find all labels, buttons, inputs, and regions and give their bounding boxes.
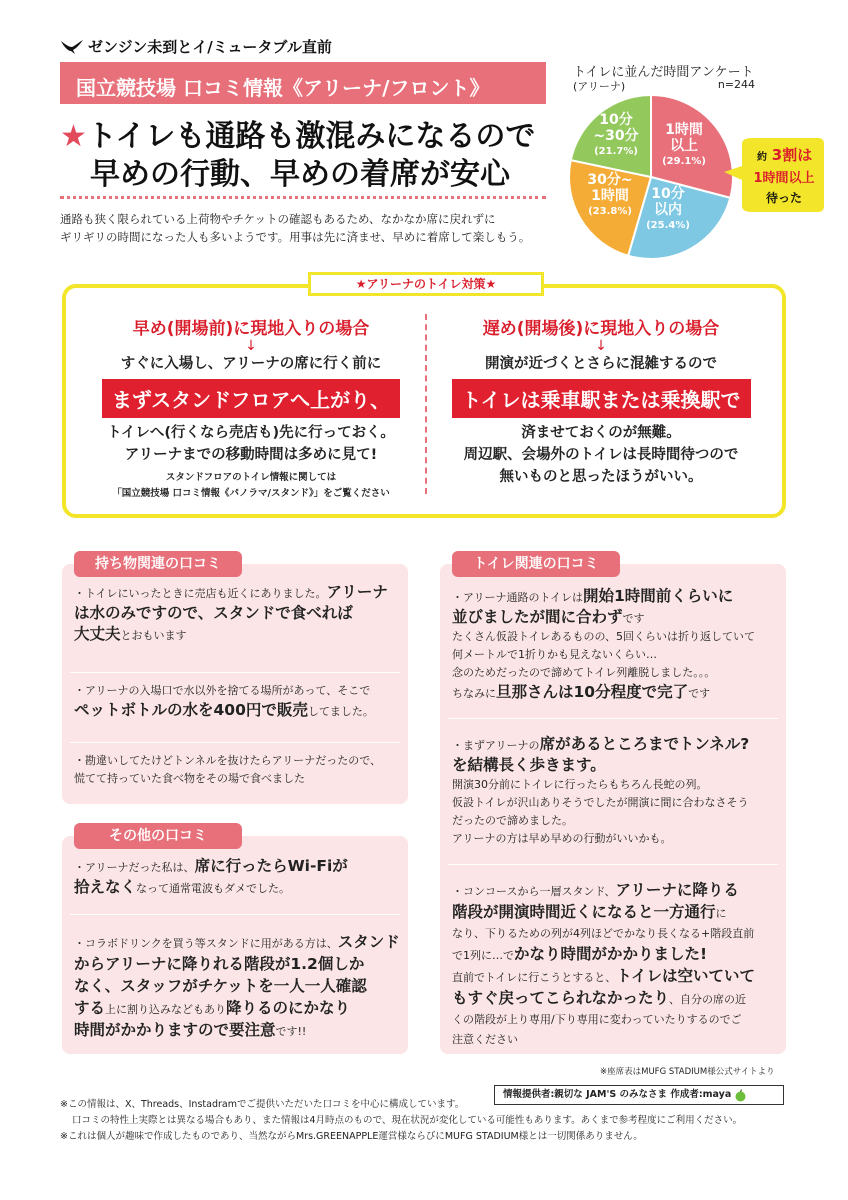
slice-label-3b: 1時間 [591, 188, 629, 204]
review-text: 慌てて持っていた食べ物をその場で食べました [74, 772, 305, 785]
late-line-2: 済ませておくのが無難。 [521, 425, 681, 441]
toilet-review-2 [452, 734, 782, 848]
review-text: 上に割り込みなどもあり [105, 1003, 227, 1016]
review-text: ちなみに [452, 687, 496, 700]
review-highlight: 時間がかかりますので要注意 [74, 1021, 276, 1039]
page-title: 国立競技場 口コミ情報《アリーナ/フロント》 [60, 62, 546, 104]
review-text: です!! [275, 1025, 307, 1038]
review-text: で1列に…で [452, 949, 514, 962]
slice-label-2b: 以内 [654, 202, 682, 218]
review-divider [70, 742, 400, 743]
belongings-review-1 [74, 582, 400, 645]
slice-pct-1: (29.1%) [662, 156, 706, 167]
review-text: です [622, 612, 645, 625]
early-line-1: すぐに入場し、アリーナの席に行く前に [120, 356, 382, 372]
review-highlight: 席があるところまでトンネル? [539, 735, 750, 753]
review-text: ・勘違いしてたけどトンネルを抜けたらアリーナだったので、 [74, 754, 382, 767]
survey-area: (アリーナ) [573, 80, 626, 93]
review-highlight: トイレは空いていて [616, 967, 755, 985]
late-line-1: 開演が近づくとさらに混雑するので [485, 356, 717, 372]
review-text: とおもいます [120, 629, 187, 642]
review-text: ・アリーナ通路のトイレは [452, 591, 584, 604]
slice-label-3: 30分~ [587, 172, 633, 188]
review-highlight: 拾えなく [74, 878, 137, 896]
review-divider [448, 864, 778, 865]
survey-title: トイレに並んだ時間アンケート [573, 65, 754, 80]
callout-ratio: 3割は [771, 146, 813, 164]
review-text: ・アリーナの入場口で水以外を捨てる場所があって、そこで [74, 684, 371, 697]
review-divider [448, 718, 778, 719]
provider-text: 情報提供者:親切な JAM'S のみなさま 作成者:maya [503, 1089, 732, 1100]
early-heading: 早め(開場前)に現地入りの場合 [132, 319, 370, 339]
review-highlight: アリーナに降りる [615, 881, 739, 899]
review-highlight: 階段が開演時間近くになると一方通行 [452, 903, 716, 921]
late-heading: 遅め(開場後)に現地入りの場合 [482, 319, 720, 339]
review-highlight: 大丈夫 [74, 625, 121, 643]
review-highlight: 開始1時間前くらいに [583, 587, 734, 605]
intro-text [60, 210, 560, 246]
review-text: アリーナの方は早め早めの行動がいいかも。 [452, 832, 672, 845]
survey-pie-chart [566, 92, 736, 262]
toilet-title: トイレ関連の口コミ [452, 551, 620, 577]
early-highlight: まずスタンドフロアへ上がり、 [102, 379, 400, 418]
review-text: 何メートルで1折りかも見えないくらい… [452, 648, 657, 661]
review-text: 念のためだったので諦めてトイレ列離脱しました。。。 [452, 666, 716, 679]
slice-label-2: 10分 [651, 186, 685, 202]
belongings-review-2 [74, 682, 404, 721]
review-highlight: 席に行ったらWi-Fiが [194, 857, 348, 875]
survey-count: n=244 [717, 78, 755, 91]
review-highlight: アリーナ [326, 583, 388, 601]
review-text: ・まずアリーナの [452, 739, 540, 752]
review-highlight: 旦那さんは10分程度で完了 [496, 683, 689, 701]
late-line-3: 周辺駅、会場外のトイレは長時間待つので [463, 447, 739, 463]
early-note-2: 「国立競技場 口コミ情報《パノラマ/スタンド》」をご覧ください [112, 488, 390, 499]
review-text: ・トイレにいったときに売店も近くにありました。 [74, 587, 327, 600]
intro-line-2: ギリギリの時間になった人も多いようです。用事は先に済ませ、早めに着席して楽しもう。 [60, 230, 531, 244]
callout-suffix: 待った [765, 191, 803, 205]
late-line-4: 無いものと思ったほうがいい。 [499, 469, 703, 485]
review-highlight: なく、スタッフがチケットを一人一人確認 [74, 977, 367, 995]
star-icon: ★ [60, 119, 87, 154]
review-highlight: を結構長く歩きます。 [452, 756, 606, 774]
down-arrow-icon: ↓ [595, 338, 607, 354]
early-line-3: アリーナまでの移動時間は多めに見て! [124, 447, 378, 463]
series-text: ゼンジン未到とイ/ミュータブル直前 [88, 38, 332, 56]
source-note: ※座席表はMUFG STADIUM様公式サイトより [600, 1067, 775, 1077]
review-text: くの階段が上り専用/下り専用に変わっていたりするのでご [452, 1013, 742, 1026]
review-highlight: スタンド [337, 933, 400, 951]
review-highlight: ペットボトルの水を400円で販売 [74, 701, 308, 719]
slice-label-4: 10分 [599, 112, 633, 128]
headline [60, 118, 535, 194]
early-arrival-column [86, 314, 416, 502]
footer-note-1: ※この情報は、X、Threads、Instadramでご提供いただいた口コミを中心に構成しています。 [60, 1099, 465, 1110]
early-note-1: スタンドフロアのトイレ情報に関しては [165, 472, 337, 483]
review-divider [70, 914, 400, 915]
early-line-2: トイレへ(行くなら売店も)先に行っておく。 [107, 425, 395, 441]
other-review-2 [74, 932, 404, 1042]
review-divider [70, 672, 400, 673]
headline-line-2: 早めの行動、早めの着席が安心 [90, 157, 510, 192]
survey-callout [722, 136, 826, 214]
review-text: ・コンコースから一層スタンド、 [452, 885, 616, 898]
review-highlight: もすぐ戻ってこられなかったり [452, 989, 670, 1007]
provider-credit [494, 1085, 784, 1105]
review-text: 注意ください [452, 1033, 518, 1046]
intro-line-1: 通路も狭く限られている上荷物やチケットの確認もあるため、なかなか席に戻れずに [60, 212, 496, 226]
slice-pct-2: (25.4%) [646, 220, 690, 231]
belongings-review-3 [74, 752, 404, 788]
review-highlight: は水のみですので、スタンドで食べれば [74, 604, 353, 622]
late-arrival-column [436, 314, 766, 488]
dotted-divider [60, 196, 546, 199]
green-apple-icon [734, 1089, 747, 1102]
footer-note-2: 口コミの特性上実際とは異なる場合もあり、また情報は4月時点のもので、現在状況が変化している可能性もあります。あくまで参考程度にご利用ください。 [72, 1115, 743, 1126]
swallow-icon [60, 39, 84, 55]
footer-note-3: ※これは個人が趣味で作成したものであり、当然ながらMrs.GREENAPPLE運営様ならびにMUFG STADIUM様とは一切関係ありません。 [60, 1131, 643, 1142]
series-title [60, 36, 332, 57]
slice-label-1b: 以上 [670, 138, 698, 154]
down-arrow-icon: ↓ [245, 338, 257, 354]
review-text: 、自分の席の近 [669, 993, 747, 1006]
review-text: 直前でトイレに行こうとすると、 [452, 971, 617, 984]
strategy-tag: ★アリーナのトイレ対策★ [308, 272, 544, 296]
toilet-review-1 [452, 586, 782, 703]
slice-label-1: 1時間 [665, 122, 703, 138]
belongings-title: 持ち物関連の口コミ [74, 551, 242, 577]
headline-line-1: トイレも通路も激混みになるので [86, 119, 536, 154]
review-text: ・コラボドリンクを買う等スタンドに用がある方は、 [74, 937, 338, 950]
callout-duration: 1時間以上 [753, 171, 815, 186]
callout-prefix: 約 [757, 152, 767, 163]
column-divider [425, 314, 427, 494]
other-review-1 [74, 856, 404, 898]
review-text: なり、下りるための列が4列ほどでかなり長くなる+階段直前 [452, 927, 755, 940]
review-text: ・アリーナだった私は、 [74, 861, 195, 874]
review-text: たくさん仮設トイレあるものの、5回くらいは折り返していて [452, 630, 756, 643]
slice-pct-4: (21.7%) [594, 146, 638, 157]
review-text: 開演30分前にトイレに行ったらもちろん長蛇の列。 [452, 778, 708, 791]
review-text: です [688, 687, 711, 700]
late-highlight: トイレは乗車駅または乗換駅で [452, 379, 751, 418]
review-highlight: からアリーナに降りれる階段が1.2個しか [74, 955, 365, 973]
review-highlight: 降りるのにかなり [226, 999, 351, 1017]
other-title: その他の口コミ [74, 823, 242, 849]
slice-pct-3: (23.8%) [588, 206, 632, 217]
review-text: 仮設トイレが沢山ありそうでしたが開演に間に合わなさそう [452, 796, 749, 809]
review-highlight: 並びましたが間に合わず [452, 608, 623, 626]
review-text: に [715, 907, 727, 920]
review-highlight: する [74, 999, 106, 1017]
slice-label-4b: ~30分 [593, 128, 639, 144]
review-text: だったので諦めました。 [452, 814, 573, 827]
review-text: なって通常電波もダメでした。 [136, 882, 291, 895]
review-text: してました。 [307, 705, 374, 718]
review-highlight: かなり時間がかかりました! [514, 945, 708, 963]
toilet-review-3 [452, 880, 782, 1050]
